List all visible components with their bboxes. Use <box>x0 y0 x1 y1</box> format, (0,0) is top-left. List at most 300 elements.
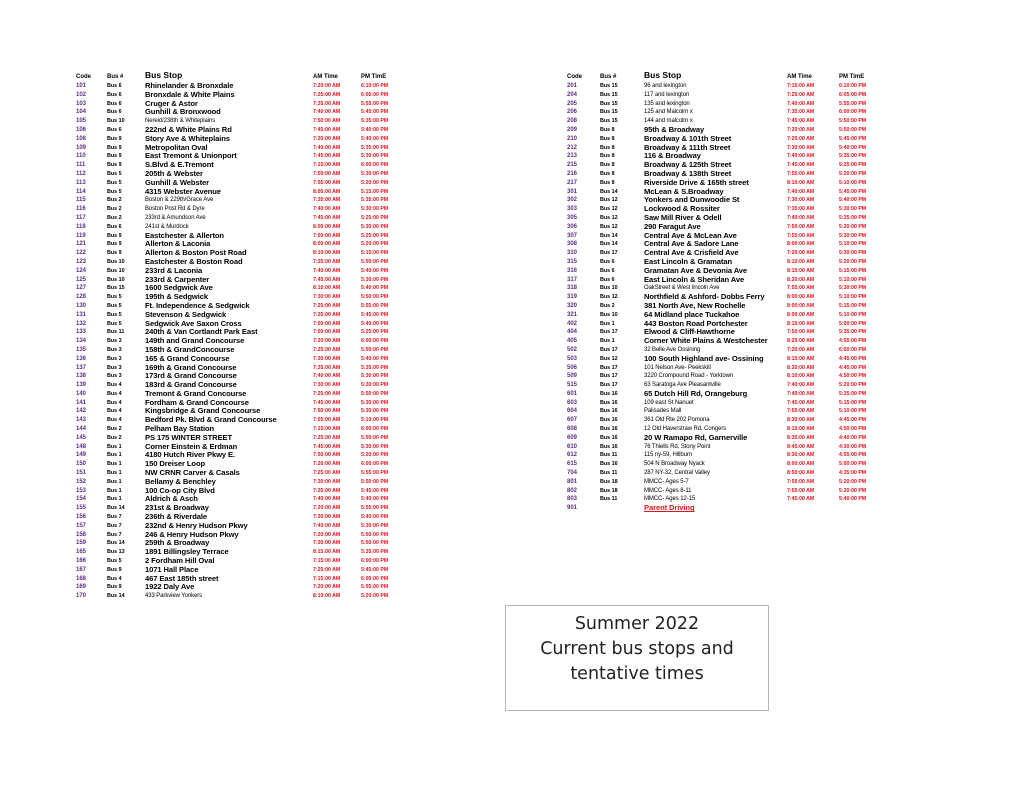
cell-pm: 5:15:00 PM <box>839 267 867 274</box>
cell-am: 8:00:00 AM <box>313 223 341 230</box>
cell-code: 148 <box>76 443 87 450</box>
cell-pm: 6:00:00 PM <box>361 426 389 433</box>
table-row <box>567 364 907 373</box>
cell-am: 7:35:00 AM <box>313 258 341 265</box>
cell-stop: 183rd & Grand Concourse <box>145 380 237 390</box>
table-row <box>76 144 496 153</box>
left-table-header <box>76 70 496 82</box>
cell-stop: Broadway & 101th Street <box>644 133 732 143</box>
cell-bus: Bus 4 <box>107 408 122 415</box>
table-row <box>76 337 496 346</box>
cell-pm: 5:35:00 PM <box>361 144 389 151</box>
cell-code: 205 <box>567 100 578 107</box>
cell-pm: 6:00:00 PM <box>361 461 389 468</box>
cell-bus: Bus 12 <box>600 206 618 213</box>
cell-pm: 5:40:00 PM <box>361 496 389 503</box>
cell-bus: Bus 2 <box>107 426 122 433</box>
cell-code: 612 <box>567 452 578 459</box>
cell-code: 142 <box>76 408 87 415</box>
table-row <box>567 82 907 91</box>
cell-stop: Elwood & Cliff-Hawthorne <box>644 327 735 337</box>
cell-am: 7:45:00 AM <box>313 126 341 133</box>
table-row <box>76 311 496 320</box>
cell-code: 139 <box>76 382 87 389</box>
table-row <box>76 320 496 329</box>
cell-pm: 5:30:00 PM <box>839 285 867 292</box>
cell-pm: 5:40:00 PM <box>361 126 389 133</box>
cell-am: 7:40:00 AM <box>787 188 815 195</box>
cell-pm: 5:15:00 PM <box>839 302 867 309</box>
table-row <box>567 126 907 135</box>
cell-code: 209 <box>567 126 578 133</box>
header-am: AM Time <box>787 74 812 80</box>
note-line-3: tentative times <box>570 664 704 684</box>
cell-stop: NW CRNR Carver & Casals <box>145 468 240 478</box>
right-bus-table <box>567 70 907 513</box>
cell-stop: 232nd & Henry Hudson Pkwy <box>145 520 248 530</box>
cell-bus: Bus 11 <box>600 496 618 503</box>
cell-code: 144 <box>76 426 87 433</box>
cell-am: 7:35:00 AM <box>787 206 815 213</box>
cell-stop: 158th & GrandConcourse <box>145 344 235 354</box>
cell-pm: 5:55:00 PM <box>361 584 389 591</box>
cell-am: 7:55:00 AM <box>787 170 815 177</box>
table-row <box>567 487 907 496</box>
cell-pm: 5:10:00 PM <box>839 311 867 318</box>
table-row <box>76 126 496 135</box>
cell-stop: Gunhill & Bronxwood <box>145 107 221 117</box>
cell-pm: 5:50:00 PM <box>361 258 389 265</box>
cell-pm: 5:25:00 PM <box>361 232 389 239</box>
table-row <box>567 117 907 126</box>
table-row <box>76 284 496 293</box>
header-code: Code <box>567 74 582 80</box>
cell-pm: 5:15:00 PM <box>361 188 389 195</box>
cell-code: 801 <box>567 478 578 485</box>
cell-am: 7:35:00 AM <box>313 197 341 204</box>
cell-bus: Bus 3 <box>107 355 122 362</box>
table-row <box>567 108 907 117</box>
table-row <box>76 117 496 126</box>
header-code: Code <box>76 74 91 80</box>
cell-stop: McLean & S.Broadway <box>644 186 724 196</box>
cell-pm: 6:05:00 PM <box>361 91 389 98</box>
cell-am: 7:35:00 AM <box>313 311 341 318</box>
cell-stop: Boston & 229th/Grace Ave <box>145 197 214 204</box>
cell-stop: Cruger & Astor <box>145 98 198 108</box>
cell-bus: Bus 7 <box>107 531 122 538</box>
parent-driving-row <box>567 504 907 513</box>
cell-bus: Bus 1 <box>107 478 122 485</box>
cell-stop: 95th & Broadway <box>644 124 705 134</box>
cell-bus: Bus 4 <box>107 390 122 397</box>
cell-am: 8:00:00 AM <box>313 241 341 248</box>
cell-code: 166 <box>76 558 87 565</box>
cell-bus: Bus 2 <box>107 434 122 441</box>
cell-stop: Central Ave & Crisfield Ave <box>644 248 739 258</box>
cell-bus: Bus 15 <box>600 109 618 116</box>
cell-bus: Bus 16 <box>600 434 618 441</box>
cell-code: 165 <box>76 549 87 556</box>
table-row <box>567 434 907 443</box>
table-row <box>76 205 496 214</box>
cell-bus: Bus 4 <box>107 382 122 389</box>
cell-am: 7:20:00 AM <box>787 250 815 257</box>
cell-am: 7:30:00 AM <box>313 382 341 389</box>
cell-am: 7:40:00 AM <box>787 153 815 160</box>
cell-stop: Tremont & Grand Concourse <box>145 388 247 398</box>
cell-pm: 5:30:00 PM <box>361 522 389 529</box>
cell-bus: Bus 12 <box>600 197 618 204</box>
cell-am: 7:30:00 AM <box>313 355 341 362</box>
cell-code: 307 <box>567 232 578 239</box>
table-row <box>567 276 907 285</box>
cell-stop: Riverside Drive & 165th street <box>644 177 749 187</box>
cell-pm: 5:40:00 PM <box>839 197 867 204</box>
cell-pm: 5:40:00 PM <box>839 144 867 151</box>
cell-bus: Bus 11 <box>600 470 618 477</box>
cell-pm: 5:40:00 PM <box>361 135 389 142</box>
table-row <box>567 320 907 329</box>
left-bus-table <box>76 70 496 601</box>
cell-stop: MMCC- Ages 8-11 <box>644 487 692 494</box>
cell-stop: Sedgwick Ave Saxon Cross <box>145 318 242 328</box>
cell-am: 7:40:00 AM <box>313 144 341 151</box>
cell-code: 208 <box>567 118 578 125</box>
cell-am: 7:50:00 AM <box>313 118 341 125</box>
cell-am: 8:25:00 AM <box>787 338 815 345</box>
cell-am: 7:55:00 AM <box>787 285 815 292</box>
table-row <box>567 214 907 223</box>
cell-am: 8:15:00 AM <box>787 267 815 274</box>
cell-am: 7:40:00 AM <box>313 206 341 213</box>
cell-am: 7:25:00 AM <box>787 91 815 98</box>
cell-stop: Stevenson & Sedgwick <box>145 309 227 319</box>
cell-bus: Bus 9 <box>107 162 122 169</box>
cell-am: 7:50:00 AM <box>313 320 341 327</box>
cell-bus: Bus 17 <box>600 364 618 371</box>
cell-bus: Bus 9 <box>107 250 122 257</box>
cell-stop: 259th & Broadway <box>145 538 210 548</box>
cell-pm: 6:05:00 PM <box>839 91 867 98</box>
cell-bus: Bus 17 <box>600 346 618 353</box>
cell-pm: 5:50:00 PM <box>361 346 389 353</box>
cell-stop: Northfield & Ashford- Dobbs Ferry <box>644 292 765 302</box>
cell-pm: 6:00:00 PM <box>361 338 389 345</box>
cell-am: 7:25:00 AM <box>313 566 341 573</box>
cell-bus: Bus 16 <box>600 443 618 450</box>
cell-stop: Aldrich & Asch <box>145 494 198 504</box>
cell-am: 7:20:00 AM <box>313 83 341 89</box>
cell-bus: Bus 1 <box>107 470 122 477</box>
cell-stop: 32 Belle Ave Ossining <box>644 346 701 353</box>
table-row <box>567 443 907 452</box>
cell-pm: 5:45:00 PM <box>361 311 389 318</box>
cell-bus: Bus 16 <box>600 417 618 424</box>
cell-bus: Bus 11 <box>600 452 618 459</box>
cell-stop: 63 Saratoga Ave Pleasantville <box>644 382 721 389</box>
cell-am: 7:30:00 AM <box>313 294 341 301</box>
cell-bus: Bus 3 <box>107 364 122 371</box>
table-row <box>76 91 496 100</box>
table-row <box>76 135 496 144</box>
cell-am: 7:30:00 AM <box>313 478 341 485</box>
cell-bus: Bus 17 <box>600 250 618 257</box>
cell-bus: Bus 5 <box>107 302 122 309</box>
cell-pm: 5:30:00 PM <box>361 276 389 283</box>
cell-code: 153 <box>76 487 87 494</box>
cell-code: 212 <box>567 144 578 151</box>
cell-am: 8:20:00 AM <box>787 276 815 283</box>
cell-bus: Bus 10 <box>107 258 125 265</box>
cell-pm: 4:50:00 PM <box>839 426 867 433</box>
table-row <box>567 152 907 161</box>
cell-stop: 117 and lexington <box>644 91 690 98</box>
cell-code: 104 <box>76 109 87 116</box>
cell-am: 7:25:00 AM <box>313 390 341 397</box>
cell-stop: 240th & Van Cortlandt Park East <box>145 327 258 337</box>
cell-code: 114 <box>76 188 86 195</box>
cell-stop: Pelham Bay Station <box>145 424 215 434</box>
cell-code: 405 <box>567 338 578 345</box>
cell-am: 7:15:00 AM <box>313 426 341 433</box>
cell-bus: Bus 1 <box>600 338 615 345</box>
cell-stop: Nereid/238th & Whiteplains <box>145 118 216 125</box>
table-row <box>76 346 496 355</box>
cell-code: 607 <box>567 417 578 424</box>
cell-stop: 236th & Riverdale <box>145 512 208 522</box>
cell-stop: MMCC- Ages 5-7 <box>644 478 689 485</box>
table-row <box>76 108 496 117</box>
cell-pm: 5:20:00 PM <box>361 241 389 248</box>
right-table-header <box>567 70 907 82</box>
cell-code: 123 <box>76 258 87 265</box>
table-row <box>76 214 496 223</box>
cell-stop: 205th & Webster <box>145 168 203 178</box>
cell-stop: East Lincoln & Gramatan <box>644 256 733 266</box>
cell-bus: Bus 15 <box>600 118 618 125</box>
cell-stop: PS 175 WINTER STREET <box>145 432 233 442</box>
cell-pm: 5:20:00 PM <box>361 452 389 459</box>
cell-pm: 5:25:00 PM <box>839 162 867 169</box>
cell-bus: Bus 7 <box>107 514 122 521</box>
cell-pm: 4:55:00 PM <box>839 452 867 459</box>
cell-am: 7:25:00 AM <box>787 135 815 142</box>
cell-stop: Central Ave & Sadore Lane <box>644 239 739 249</box>
cell-pm: 5:50:00 PM <box>839 118 867 125</box>
cell-code: 124 <box>76 267 87 274</box>
cell-stop: 149th and Grand Concourse <box>145 336 245 346</box>
table-row <box>76 372 496 381</box>
cell-bus: Bus 6 <box>107 126 122 133</box>
table-row <box>76 522 496 531</box>
cell-am: 7:40:00 AM <box>313 267 341 274</box>
cell-code: 130 <box>76 302 87 309</box>
table-row <box>76 557 496 566</box>
table-row <box>76 249 496 258</box>
cell-stop: 76 Thiells Rd, Stony Point <box>644 443 711 450</box>
cell-code: 117 <box>76 214 86 221</box>
cell-am: 7:40:00 AM <box>313 522 341 529</box>
cell-bus: Bus 9 <box>107 144 122 151</box>
table-row <box>567 161 907 170</box>
cell-code: 316 <box>567 267 578 274</box>
cell-pm: 5:45:00 PM <box>361 566 389 573</box>
cell-code: 127 <box>76 285 87 292</box>
cell-stop: 233rd & Amundson Ave <box>145 214 206 221</box>
cell-pm: 5:35:00 PM <box>361 364 389 371</box>
cell-bus: Bus 10 <box>600 285 618 292</box>
cell-pm: 5:50:00 PM <box>361 390 389 397</box>
table-row <box>76 566 496 575</box>
cell-pm: 5:20:00 PM <box>839 258 867 265</box>
cell-bus: Bus 5 <box>107 179 122 186</box>
cell-pm: 5:15:00 PM <box>839 399 867 406</box>
cell-stop: Gunhill & Webster <box>145 177 209 187</box>
cell-code: 215 <box>567 162 578 169</box>
cell-stop: Central Ave & McLean Ave <box>644 230 737 240</box>
cell-stop: 125 and Malcolm x <box>644 109 693 116</box>
cell-pm: 4:45:00 PM <box>839 364 867 371</box>
cell-pm: 6:00:00 PM <box>361 162 389 169</box>
table-row <box>567 196 907 205</box>
cell-stop: 1891 Billingsley Terrace <box>145 547 229 557</box>
cell-bus: Bus 10 <box>600 311 618 318</box>
cell-code: 216 <box>567 170 578 177</box>
cell-code: 305 <box>567 214 578 221</box>
cell-stop: Story Ave & Whiteplains <box>145 133 230 143</box>
cell-code: 402 <box>567 320 578 327</box>
cell-code: 320 <box>567 302 578 309</box>
cell-bus: Bus 1 <box>600 320 615 327</box>
cell-am: 7:35:00 AM <box>313 100 341 107</box>
cell-pm: 5:10:00 PM <box>839 276 867 283</box>
cell-bus: Bus 10 <box>107 267 125 274</box>
cell-am: 8:00:00 AM <box>787 241 815 248</box>
cell-code: 125 <box>76 276 87 283</box>
cell-bus: Bus 16 <box>600 461 618 468</box>
cell-bus: Bus 10 <box>107 118 125 125</box>
cell-bus: Bus 8 <box>600 126 615 133</box>
cell-pm: 5:35:00 PM <box>839 153 867 160</box>
table-row <box>567 399 907 408</box>
cell-pm: 5:10:00 PM <box>361 417 389 424</box>
cell-code: 157 <box>76 522 87 529</box>
cell-code: 302 <box>567 197 578 204</box>
cell-pm: 4:35:00 PM <box>839 470 867 477</box>
cell-code: 116 <box>76 206 86 213</box>
cell-am: 7:25:00 AM <box>313 346 341 353</box>
table-row <box>567 337 907 346</box>
cell-code: 121 <box>76 241 87 248</box>
cell-am: 8:10:00 AM <box>787 179 815 186</box>
cell-stop: Bellamy & Benchley <box>145 476 216 486</box>
cell-am: 7:25:00 AM <box>313 91 341 98</box>
table-row <box>76 100 496 109</box>
cell-am: 7:15:00 AM <box>787 83 815 89</box>
cell-am: 7:45:00 AM <box>313 443 341 450</box>
cell-bus: Bus 8 <box>600 144 615 151</box>
table-row <box>76 416 496 425</box>
cell-stop: 12 Old Haverstraw Rd, Congers <box>644 426 727 433</box>
table-row <box>567 460 907 469</box>
cell-am: 8:00:00 AM <box>787 461 815 468</box>
cell-stop: Allerton & Laconia <box>145 239 211 249</box>
cell-code: 150 <box>76 461 87 468</box>
table-row <box>76 478 496 487</box>
cell-stop: 144 and malcolm x <box>644 118 693 125</box>
cell-bus: Bus 9 <box>107 135 122 142</box>
cell-pm: 5:50:00 PM <box>361 294 389 301</box>
cell-bus: Bus 6 <box>600 276 615 283</box>
cell-am: 7:50:00 AM <box>313 408 341 415</box>
cell-am: 7:50:00 AM <box>313 170 341 177</box>
header-pm: PM TimE <box>361 74 387 80</box>
cell-am: 7:55:00 AM <box>787 478 815 485</box>
cell-am: 7:45:00 AM <box>313 399 341 406</box>
cell-am: 7:25:00 AM <box>313 302 341 309</box>
cell-code: 118 <box>76 223 86 230</box>
cell-bus: Bus 12 <box>600 223 618 230</box>
cell-code: 213 <box>567 153 578 160</box>
table-row <box>567 135 907 144</box>
cell-bus: Bus 16 <box>600 426 618 433</box>
cell-pm: 5:55:00 PM <box>361 505 389 512</box>
cell-am: 8:10:00 AM <box>787 258 815 265</box>
table-row <box>567 390 907 399</box>
cell-bus: Bus 14 <box>107 593 125 600</box>
cell-stop: Fordham & Grand Concourse <box>145 397 249 407</box>
cell-am: 7:45:00 AM <box>787 496 815 503</box>
table-row <box>76 188 496 197</box>
cell-am: 7:40:00 AM <box>787 382 815 389</box>
cell-pm: 5:20:00 PM <box>361 179 389 186</box>
cell-bus: Bus 8 <box>600 170 615 177</box>
cell-code: 503 <box>567 355 578 362</box>
cell-am: 7:55:00 AM <box>787 487 815 494</box>
cell-bus: Bus 15 <box>600 100 618 107</box>
cell-code: 506 <box>567 364 578 371</box>
cell-code: 109 <box>76 144 87 151</box>
cell-stop: Broadway & 111th Street <box>644 142 731 152</box>
cell-pm: 5:55:00 PM <box>361 100 389 107</box>
cell-code: 310 <box>567 250 578 257</box>
table-row <box>567 91 907 100</box>
cell-code: 111 <box>76 162 86 169</box>
table-row <box>567 100 907 109</box>
cell-bus: Bus 8 <box>600 135 615 142</box>
table-row <box>76 381 496 390</box>
cell-bus: Bus 9 <box>107 232 122 239</box>
table-row <box>567 451 907 460</box>
cell-stop: Allerton & Boston Post Road <box>145 248 247 258</box>
cell-am: 7:40:00 AM <box>313 373 341 380</box>
cell-pm: 5:30:00 PM <box>361 206 389 213</box>
cell-bus: Bus 6 <box>600 258 615 265</box>
cell-stop: Rhinelander & Bronxdale <box>145 81 234 90</box>
cell-am: 7:55:00 AM <box>313 417 341 424</box>
cell-bus: Bus 12 <box>600 214 618 221</box>
cell-code: 170 <box>76 593 87 600</box>
cell-code: 321 <box>567 311 578 318</box>
cell-bus: Bus 5 <box>107 311 122 318</box>
cell-am: 7:45:00 AM <box>787 162 815 169</box>
cell-pm: 5:30:00 PM <box>361 382 389 389</box>
cell-bus: Bus 18 <box>600 487 618 494</box>
cell-pm: 5:00:00 PM <box>839 461 867 468</box>
cell-code: 154 <box>76 496 87 503</box>
cell-bus: Bus 12 <box>600 355 618 362</box>
